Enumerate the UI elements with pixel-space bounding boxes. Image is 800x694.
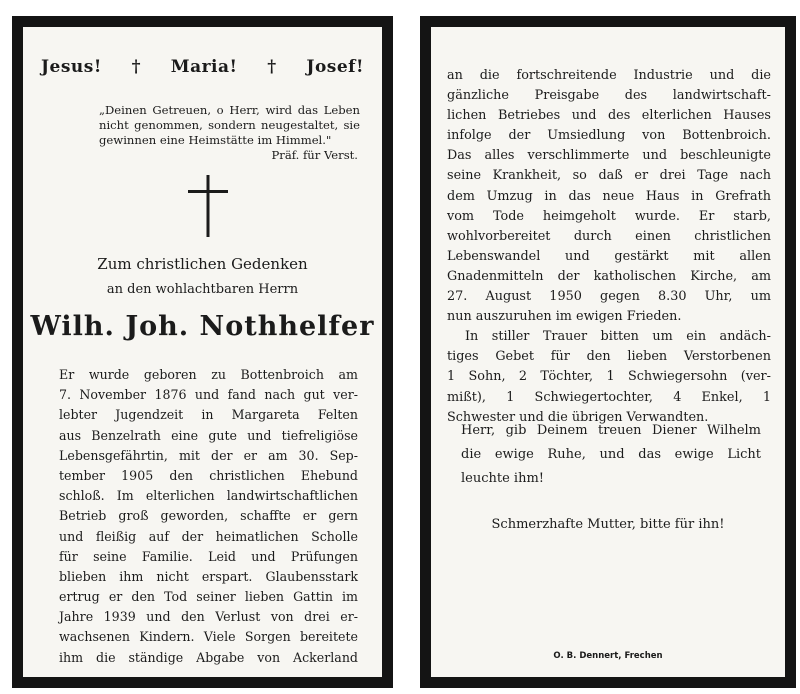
herrn-subheading: an den wohlachtbaren Herrn (106, 282, 299, 297)
biography-text (59, 365, 358, 668)
scripture-quote: „Deinen Getreuen, o Herr, wird das Leben nicht genommen, sondern neugestaltet, sie gewinnen eine Heimstätte im Himmel." (99, 103, 360, 147)
obituary-line: Lebenswandel und gestärkt mit allen (447, 248, 771, 264)
obituary-line: nun auszuruhen im ewigen Frieden. (447, 309, 682, 325)
bio-line: schloß. Im elterlichen landwirtschaftlichen (59, 488, 358, 504)
obituary-line: wohlvorbereitet durch einen christlichen (447, 228, 771, 244)
obituary-line: In stiller Trauer bitten um ein andäch- (465, 329, 771, 345)
bio-line: Betrieb groß geworden, schaffte er gern (59, 508, 358, 524)
obituary-line: infolge der Umsiedlung von Bottenbroich. (447, 128, 771, 144)
obituary-line: Schwester und die übrigen Verwandten. (447, 409, 709, 425)
obituary-line: mißt), 1 Schwiegertochter, 4 Enkel, 1 (447, 389, 771, 405)
deceased-name: Wilh. Joh. Nothhelfer (30, 311, 375, 342)
obituary-line: lichen Betriebes und des elterlichen Hauses (447, 108, 771, 124)
prayer-line: leuchte ihm! (461, 471, 545, 486)
printer-imprint: O. B. Dennert, Frechen (553, 651, 663, 661)
invocation-header (41, 57, 364, 77)
bio-line: wachsenen Kindern. Viele Sorgen bereitete (59, 629, 358, 645)
quote-source: Präf. für Verst. (271, 148, 358, 162)
bio-line: Jahre 1939 und den Verlust von drei er- (59, 609, 358, 625)
obituary-line: vom Tode heimgeholt wurde. Er starb, (447, 208, 771, 224)
bio-line: Er wurde geboren zu Bottenbroich am (59, 367, 358, 382)
bio-line: ertrug er den Tod seiner lieben Gattin im (59, 589, 358, 605)
small-cross-icon: † (131, 57, 141, 77)
gedenken-heading: Zum christlichen Gedenken (97, 255, 308, 273)
bio-line: 7. November 1876 und fand nach gut ver- (59, 387, 358, 403)
cross-icon (188, 175, 228, 237)
small-cross-icon: † (267, 57, 277, 77)
obituary-line: tiges Gebet für den lieben Verstorbenen (447, 349, 771, 365)
obituary-line: an die fortschreitende Industrie und die (447, 68, 771, 83)
prayer-line: Herr, gib Deinem treuen Diener Wilhelm (461, 423, 761, 438)
obituary-line: seine Krankheit, so daß er drei Tage nach (447, 168, 771, 184)
obituary-line: gänzliche Preisgabe des landwirtschaft- (447, 88, 771, 104)
prayer-line: die ewige Ruhe, und das ewige Licht (461, 447, 761, 462)
closing-plea: Schmerzhafte Mutter, bitte für ihn! (491, 517, 725, 532)
bio-line: Lebensgefährtin, mit der er am 30. Sep- (59, 447, 358, 463)
bio-line: lebter Jugendzeit in Margareta Felten (59, 407, 358, 423)
invocation-jesus: Jesus! (41, 57, 102, 77)
obituary-text (447, 66, 771, 428)
bio-line: für seine Familie. Leid und Prüfungen (59, 548, 358, 564)
bio-line: blieben ihm nicht erspart. Glaubensstark (59, 568, 358, 584)
bio-line: tember 1905 den christlichen Ehebund (59, 467, 358, 483)
memorial-card-right (420, 16, 796, 688)
obituary-line: Gnadenmitteln der katholischen Kirche, am (447, 268, 771, 284)
prayer-text (461, 419, 761, 491)
invocation-maria: Maria! (170, 57, 238, 77)
bio-line: und fleißig auf der heimatlichen Scholle (59, 528, 358, 544)
obituary-line: dem Umzug in das neue Haus in Grefrath (447, 188, 771, 204)
obituary-line: Das alles verschlimmerte und beschleunigte (447, 148, 771, 164)
invocation-josef: Josef! (306, 57, 364, 77)
bio-line: ihm die ständige Abgabe von Ackerland (59, 649, 358, 665)
memorial-card-left (12, 16, 393, 688)
bio-line: aus Benzelrath eine gute und tiefreligiöse (59, 427, 358, 443)
obituary-line: 27. August 1950 gegen 8.30 Uhr, um (447, 289, 771, 305)
obituary-line: 1 Sohn, 2 Töchter, 1 Schwiegersohn (ver- (447, 369, 771, 385)
